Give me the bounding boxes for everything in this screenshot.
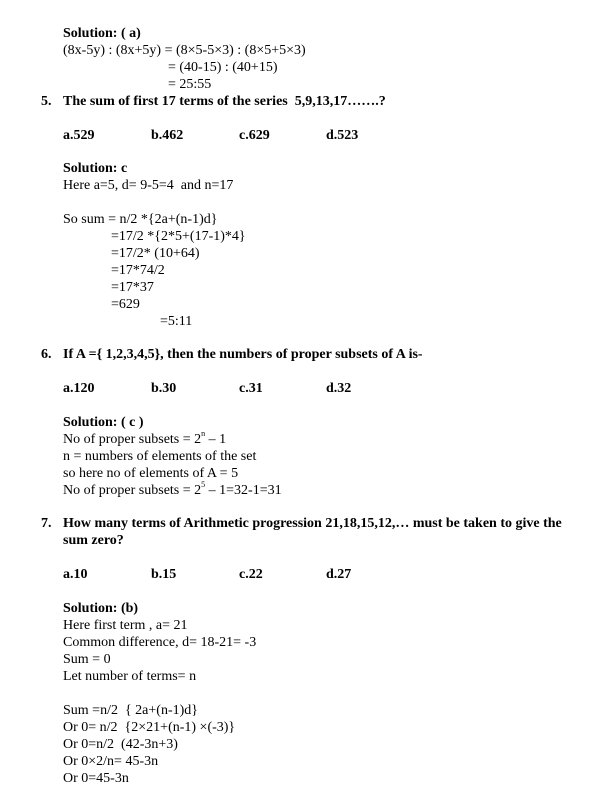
option-b: b.462 (151, 128, 184, 143)
question-text: How many terms of Arithmetic progression 21,18,15,12,… must be taken to give the (63, 516, 562, 531)
option-a: a.529 (63, 128, 95, 143)
solution-line: =5:11 (160, 314, 193, 329)
option-b: b.15 (151, 567, 177, 582)
solution-line: Or 0= n/2 {2×21+(n-1) ×(-3)} (63, 720, 236, 735)
solution-line: n = numbers of elements of the set (63, 449, 257, 464)
solution-heading: Solution: ( c ) (63, 415, 144, 430)
option-c: c.22 (239, 567, 263, 582)
option-a: a.120 (63, 381, 95, 396)
solution-line: Common difference, d= 18-21= -3 (63, 635, 257, 650)
question-text: The sum of first 17 terms of the series 5,9,13,17…….? (63, 94, 386, 109)
solution-heading: Solution: ( a) (63, 26, 141, 41)
solution-line: Here first term , a= 21 (63, 618, 188, 633)
solution-line: Or 0×2/n= 45-3n (63, 754, 159, 769)
option-d: d.523 (326, 128, 359, 143)
question-text: sum zero? (63, 533, 124, 548)
option-d: d.32 (326, 381, 352, 396)
question-number: 7. (41, 516, 52, 531)
question-number: 6. (41, 347, 52, 362)
solution-line: Or 0=45-3n (63, 771, 129, 786)
option-b: b.30 (151, 381, 177, 396)
solution-line: =17/2 *{2*5+(17-1)*4} (111, 229, 246, 244)
option-a: a.10 (63, 567, 88, 582)
solution-line: =17/2* (10+64) (111, 246, 200, 261)
option-c: c.629 (239, 128, 270, 143)
exponent: 5 (201, 480, 206, 489)
question-text: If A ={ 1,2,3,4,5}, then the numbers of proper subsets of A is- (63, 347, 423, 362)
solution-line: =17*37 (111, 280, 154, 295)
solution-line: So sum = n/2 *{2a+(n-1)d} (63, 212, 218, 227)
question-number: 5. (41, 94, 52, 109)
solution-line: = (40-15) : (40+15) (168, 60, 278, 75)
solution-line: so here no of elements of A = 5 (63, 466, 239, 481)
option-d: d.27 (326, 567, 352, 582)
solution-line: No of proper subsets = $2^n - 1$ (63, 429, 227, 447)
solution-line: No of proper subsets = $2^5 - 1=32-1=31$ (63, 480, 282, 498)
solution-line: Sum = 0 (63, 652, 111, 667)
solution-line: Or 0=n/2 (42-3n+3) (63, 737, 178, 752)
exponent: n (201, 429, 206, 438)
solution-line: =17*74/2 (111, 263, 165, 278)
solution-heading: Solution: (b) (63, 601, 139, 616)
solution-line: Let number of terms= n (63, 669, 197, 684)
solution-line: Here a=5, d= 9-5=4 and n=17 (63, 178, 234, 193)
solution-line: = 25:55 (168, 77, 212, 92)
solution-heading: Solution: c (63, 161, 128, 176)
solution-line: Sum =n/2 { 2a+(n-1)d} (63, 703, 198, 718)
solution-line: =629 (111, 297, 140, 312)
option-c: c.31 (239, 381, 263, 396)
solution-line: (8x-5y) : (8x+5y) = (8×5-5×3) : (8×5+5×3) (63, 43, 306, 58)
